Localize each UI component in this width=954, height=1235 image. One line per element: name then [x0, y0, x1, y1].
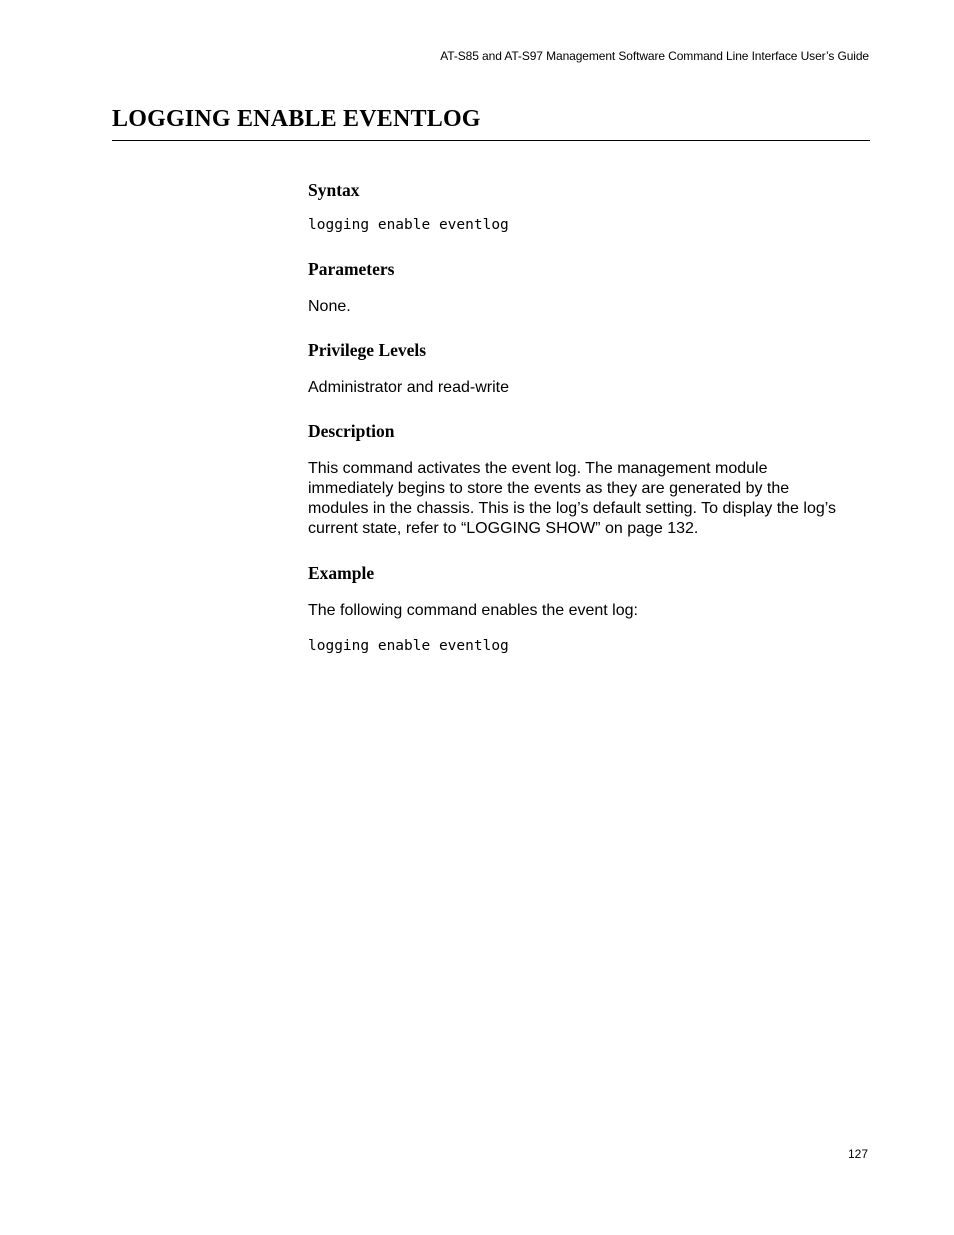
privilege-levels-heading: Privilege Levels — [308, 340, 427, 360]
syntax-code: logging enable eventlog — [308, 217, 509, 233]
title-rule — [112, 140, 870, 141]
description-text: This command activates the event log. The management module immediately begins to store the events as they are generated by the modules in the chassis. This is the log’s default setting. To display the log’s current state, refer to “LOGGING SHOW” on page 132. — [308, 460, 837, 537]
example-code: logging enable eventlog — [308, 638, 509, 654]
example-heading: Example — [308, 563, 375, 583]
description-heading: Description — [308, 421, 395, 441]
running-header: AT-S85 and AT-S97 Management Software Command Line Interface User’s Guide — [440, 49, 869, 63]
privilege-levels-text: Administrator and read-write — [308, 379, 509, 396]
syntax-heading: Syntax — [308, 180, 360, 200]
example-text: The following command enables the event log: — [308, 602, 638, 619]
page-title: LOGGING ENABLE EVENTLOG — [112, 106, 481, 132]
page-number: 127 — [847, 1147, 868, 1161]
parameters-heading: Parameters — [308, 259, 395, 279]
parameters-text: None. — [308, 298, 351, 315]
